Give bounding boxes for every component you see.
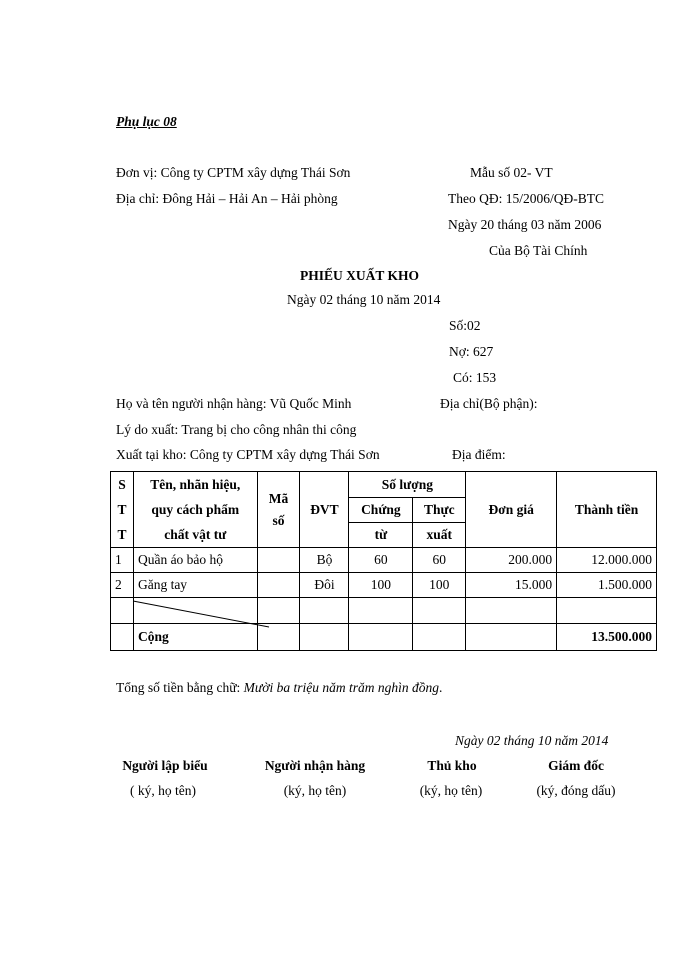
debit-account: Nợ: 627 <box>449 344 494 359</box>
issue-reason: Lý do xuất: Trang bị cho công nhân thi công <box>116 422 357 437</box>
address-line: Địa chỉ: Đông Hải – Hải An – Hải phòng <box>116 191 338 206</box>
total-label: Cộng <box>133 624 257 651</box>
unit-line: Đơn vị: Công ty CPTM xây dựng Thái Sơn <box>116 165 351 180</box>
signing-date: Ngày 02 tháng 10 năm 2014 <box>455 733 609 748</box>
decision-date: Ngày 20 tháng 03 năm 2006 <box>448 217 602 232</box>
decision-number: Theo QĐ: 15/2006/QĐ-BTC <box>448 191 604 206</box>
document-title: PHIẾU XUẤT KHO <box>300 268 420 283</box>
warehouse: Xuất tại kho: Công ty CPTM xây dựng Thái Sơn <box>116 447 380 462</box>
header-code: Mã số <box>257 472 300 548</box>
header-stt: S T T <box>111 472 134 548</box>
credit-account: Có: 153 <box>453 370 497 385</box>
location: Địa điểm: <box>452 447 506 462</box>
receiver-address: Địa chỉ(Bộ phận): <box>440 396 538 411</box>
header-quantity: Số lượng <box>349 472 466 498</box>
words-value: Mười ba triệu năm trăm nghìn đồng <box>243 680 439 695</box>
header-qty-actual-2: xuất <box>413 523 466 548</box>
row-stt: 1 <box>111 548 134 573</box>
appendix-label: Phụ lục 08 <box>116 114 177 129</box>
signature-title: Người lập biểu <box>122 758 208 773</box>
row-price: 15.000 <box>466 573 557 598</box>
signature-title: Người nhận hàng <box>264 758 366 773</box>
row-qty-actual: 100 <box>413 573 466 598</box>
issuer: Của Bộ Tài Chính <box>489 243 588 258</box>
document-number: Số:02 <box>449 318 481 333</box>
words-label: Tổng số tiền bằng chữ: <box>116 680 244 695</box>
row-stt: 2 <box>111 573 134 598</box>
header-amount: Thành tiền <box>557 472 657 548</box>
header-name: Tên, nhãn hiệu, quy cách phẩm chất vật tư <box>133 472 257 548</box>
signature-note: (ký, đóng dấu) <box>536 783 616 798</box>
row-price: 200.000 <box>466 548 557 573</box>
row-qty-doc: 100 <box>349 573 413 598</box>
row-qty-actual: 60 <box>413 548 466 573</box>
header-qty-actual-1: Thực <box>413 498 466 523</box>
header-unit: ĐVT <box>300 472 349 548</box>
words-end: . <box>439 680 443 695</box>
signature-note: ( ký, họ tên) <box>130 783 196 798</box>
row-name: Găng tay <box>133 573 257 598</box>
signature-note: (ký, họ tên) <box>419 783 483 798</box>
signature-title: Thủ kho <box>427 758 477 773</box>
amount-in-words <box>116 680 442 696</box>
row-amount: 12.000.000 <box>557 548 657 573</box>
row-unit: Bộ <box>300 548 349 573</box>
row-name: Quần áo bảo hộ <box>133 548 257 573</box>
form-number: Mẫu số 02- VT <box>470 165 553 180</box>
header-qty-doc-2: từ <box>349 523 413 548</box>
row-amount: 1.500.000 <box>557 573 657 598</box>
total-amount: 13.500.000 <box>557 624 657 651</box>
signature-note: (ký, họ tên) <box>283 783 347 798</box>
row-unit: Đôi <box>300 573 349 598</box>
header-qty-doc-1: Chứng <box>349 498 413 523</box>
document-date: Ngày 02 tháng 10 năm 2014 <box>287 292 441 307</box>
signature-title: Giám đốc <box>548 758 604 773</box>
receiver-name: Họ và tên người nhận hàng: Vũ Quốc Minh <box>116 396 352 411</box>
row-qty-doc: 60 <box>349 548 413 573</box>
header-price: Đơn giá <box>466 472 557 548</box>
